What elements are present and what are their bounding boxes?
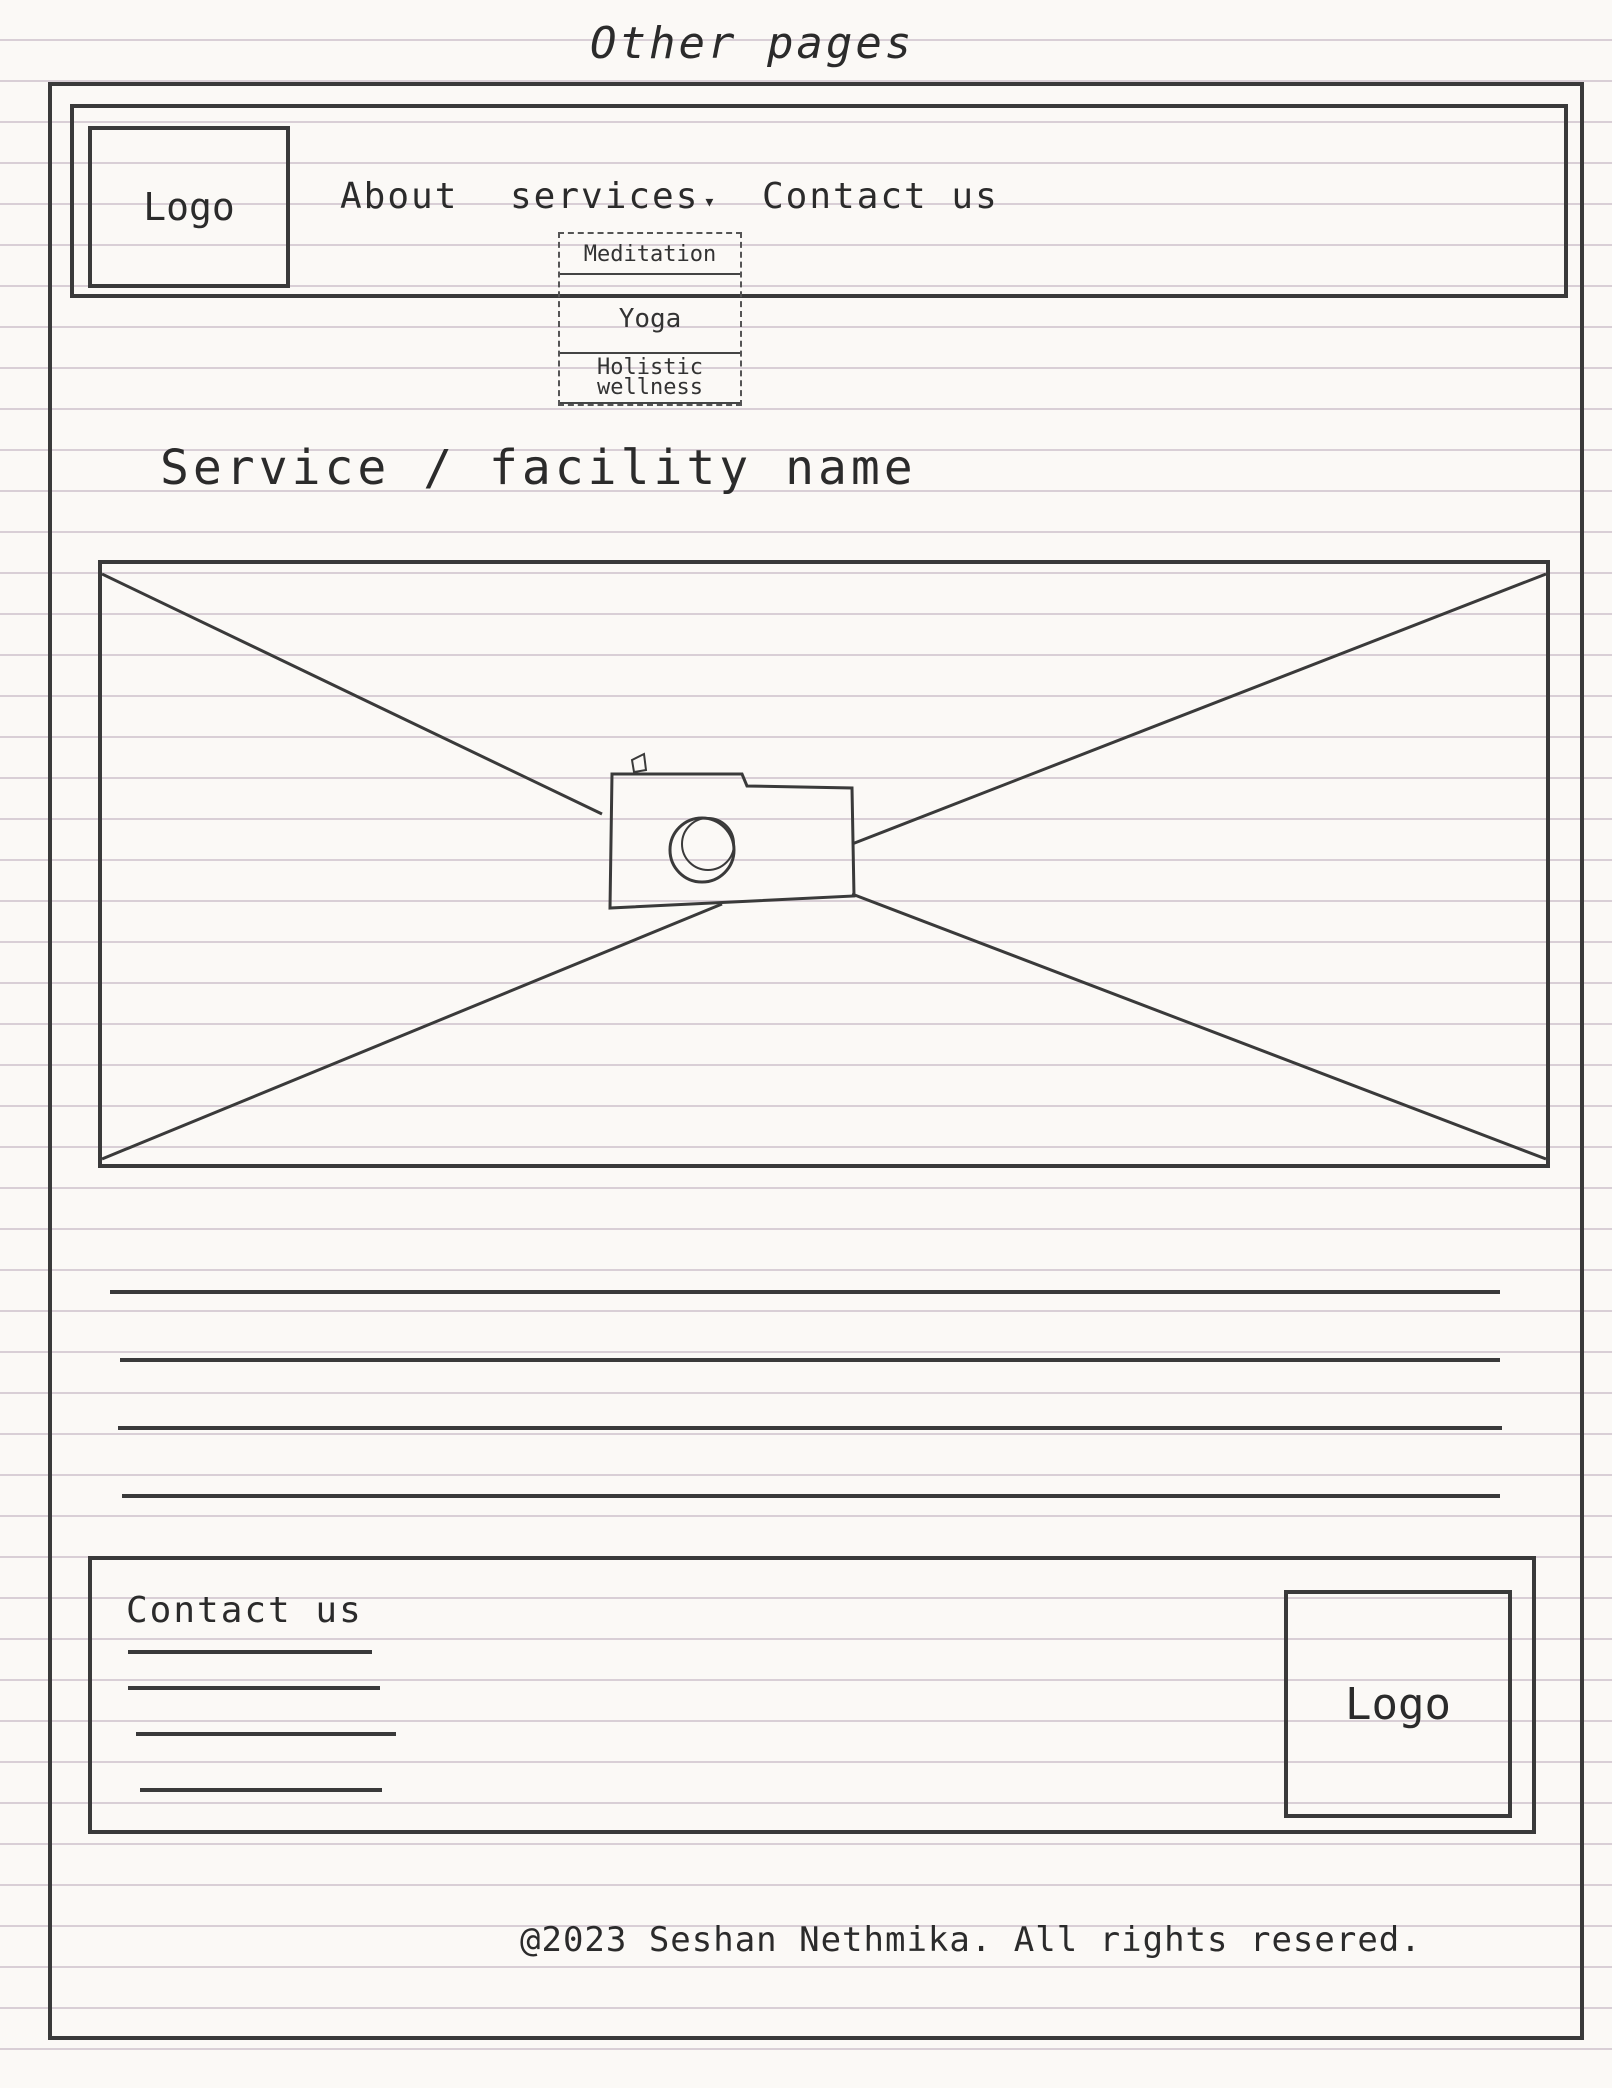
text-line bbox=[110, 1290, 1500, 1294]
placeholder-cross-line-1 bbox=[102, 574, 602, 814]
footer-contact-title: Contact us bbox=[126, 1590, 363, 1631]
nav-services-label: services bbox=[510, 176, 700, 217]
text-line bbox=[122, 1494, 1500, 1498]
image-placeholder-graphic bbox=[102, 564, 1546, 1164]
footer-logo-label: Logo bbox=[1345, 1678, 1451, 1730]
placeholder-cross-line-4 bbox=[852, 894, 1546, 1159]
nav-contact-link[interactable]: Contact us bbox=[762, 176, 999, 217]
header-logo-label: Logo bbox=[143, 185, 235, 229]
dropdown-item-meditation[interactable]: Meditation bbox=[560, 242, 740, 275]
body-text-placeholder bbox=[110, 1290, 1510, 1510]
nav-about-link[interactable]: About bbox=[340, 176, 459, 217]
footer-logo[interactable] bbox=[1284, 1590, 1512, 1818]
service-heading: Service / facility name bbox=[160, 440, 917, 496]
footer-contact-line bbox=[140, 1788, 382, 1792]
dropdown-item-holistic-wellness[interactable]: Holistic wellness bbox=[560, 352, 740, 404]
copyright-text: @2023 Seshan Nethmika. All rights resered. bbox=[520, 1920, 1422, 1960]
footer-contact-line bbox=[128, 1686, 380, 1690]
services-dropdown bbox=[558, 232, 742, 406]
placeholder-cross-line-3 bbox=[102, 904, 722, 1159]
dropdown-item-yoga[interactable]: Yoga bbox=[618, 304, 682, 334]
camera-icon bbox=[610, 754, 854, 908]
header-logo[interactable] bbox=[88, 126, 290, 288]
page-title: Other pages bbox=[590, 18, 915, 69]
placeholder-cross-line-2 bbox=[852, 574, 1546, 844]
text-line bbox=[118, 1426, 1502, 1430]
nav-services-link[interactable] bbox=[510, 176, 717, 217]
hero-image-placeholder bbox=[98, 560, 1550, 1168]
chevron-down-icon: ▾ bbox=[703, 189, 718, 213]
text-line bbox=[120, 1358, 1500, 1362]
footer-contact-line bbox=[136, 1732, 396, 1736]
footer-contact-line bbox=[128, 1650, 372, 1654]
